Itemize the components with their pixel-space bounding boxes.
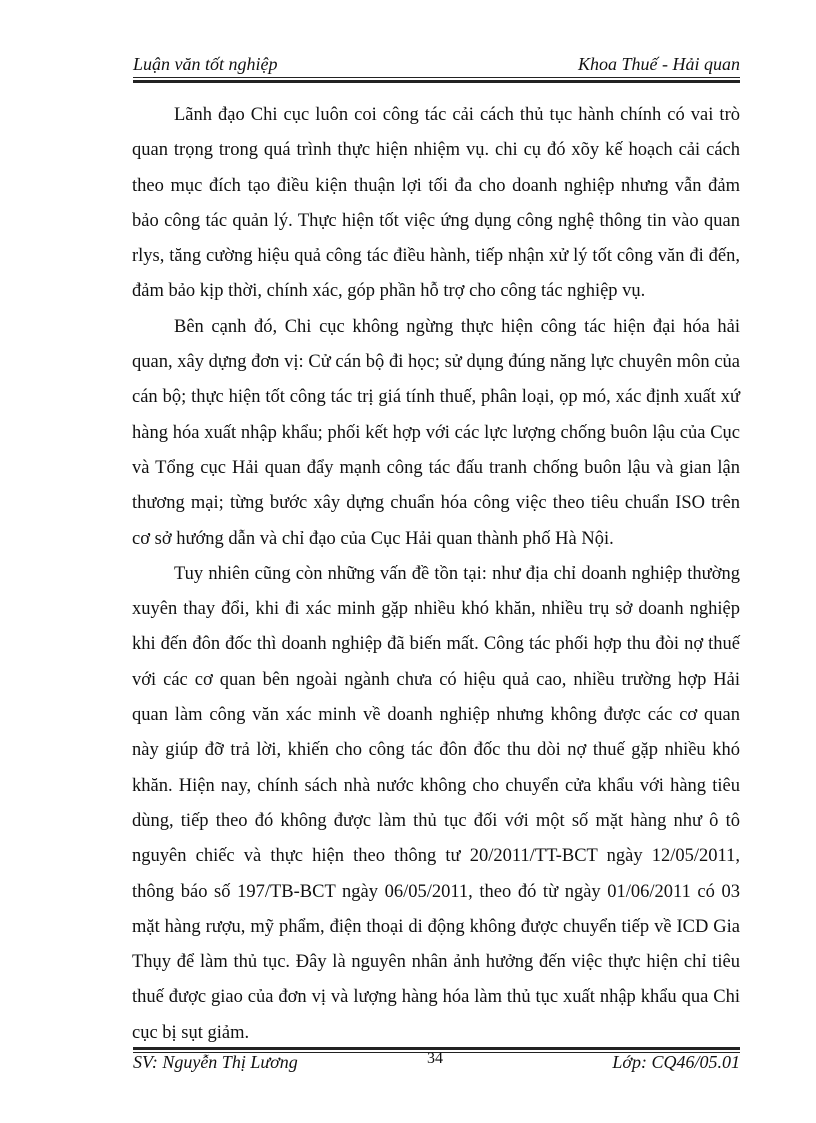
footer-class-code: Lớp: CQ46/05.01 (612, 1052, 740, 1072)
page-number: 34 (427, 1050, 443, 1067)
header-divider-thin (133, 77, 740, 78)
page-footer (133, 1052, 740, 1078)
document-body (132, 98, 740, 1051)
footer-student-name: SV: Nguyễn Thị Lương (133, 1052, 298, 1072)
paragraph-existing-issues: Tuy nhiên cũng còn những vấn đề tồn tại: như địa chỉ doanh nghiệp thường xuyên thay đổi, khi đi xác minh gặp nhiều khó khăn, nhiều trụ sở doanh nghiệp khi đến đôn đốc thì doanh nghiệp đã biến mất. Công tác phối hợp thu đòi nợ thuế với các cơ quan bên ngoài ngành chưa có hiệu quả cao, nhiều trường hợp Hải quan làm công văn xác minh về doanh nghiệp nhưng không được các cơ quan này giúp đỡ trả lời, khiến cho công tác đôn đốc thu dòi nợ thuế gặp nhiều khó khăn. Hiện nay, chính sách nhà nước không cho chuyển cửa khẩu với hàng tiêu dùng, tiếp theo đó không được làm thủ tục đối với một số mặt hàng như ô tô nguyên chiếc và thực hiện theo thông tư 20/2011/TT-BCT ngày 12/05/2011, thông báo số 197/TB-BCT ngày 06/05/2011, theo đó từ ngày 01/06/2011 có 03 mặt hàng rượu, mỹ phẩm, điện thoại di động không được chuyển tiếp về ICD Gia Thụy để làm thủ tục. Đây là nguyên nhân ảnh hưởng đến việc thực hiện chỉ tiêu thuế được giao của đơn vị và lượng hàng hóa làm thủ tục xuất nhập khẩu qua Chi cục bị sụt giảm. (132, 563, 740, 1043)
page-header (133, 52, 740, 76)
paragraph-modernization: Bên cạnh đó, Chi cục không ngừng thực hiện công tác hiện đại hóa hải quan, xây dựng đơn vị: Cử cán bộ đi học; sử dụng đúng năng lực chuyên môn của cán bộ; thực hiện tốt công tác trị giá tính thuế, phân loại, ọp mó, xác định xuất xứ hàng hóa xuất nhập khẩu; phối kết hợp với các lực lượng chống buôn lậu của Cục và Tổng cục Hải quan đẩy mạnh công tác đấu tranh chống buôn lậu và gian lận thương mại; từng bước xây dựng chuẩn hóa công việc theo tiêu chuẩn ISO trên cơ sở hướng dẫn và chỉ đạo của Cục Hải quan thành phố Hà Nội. (132, 316, 740, 549)
header-faculty: Khoa Thuế - Hải quan (578, 54, 740, 74)
paragraph-admin-reform: Lãnh đạo Chi cục luôn coi công tác cải cách thủ tục hành chính có vai trò quan trọng trong quá trình thực hiện nhiệm vụ. chi cụ đó xõy kế hoạch cải cách theo mục đích tạo điều kiện thuận lợi tối đa cho doanh nghiệp nhưng vẫn đảm bảo công tác quản lý. Thực hiện tốt việc ứng dụng công nghệ thông tin vào quan rlys, tăng cường hiệu quả công tác điều hành, tiếp nhận xử lý tốt công văn đi đến, đảm bảo kịp thời, chính xác, góp phần hỗ trợ cho công tác nghiệp vụ. (132, 105, 740, 302)
header-thesis-title: Luận văn tốt nghiệp (133, 54, 278, 74)
header-divider-thick (133, 80, 740, 83)
